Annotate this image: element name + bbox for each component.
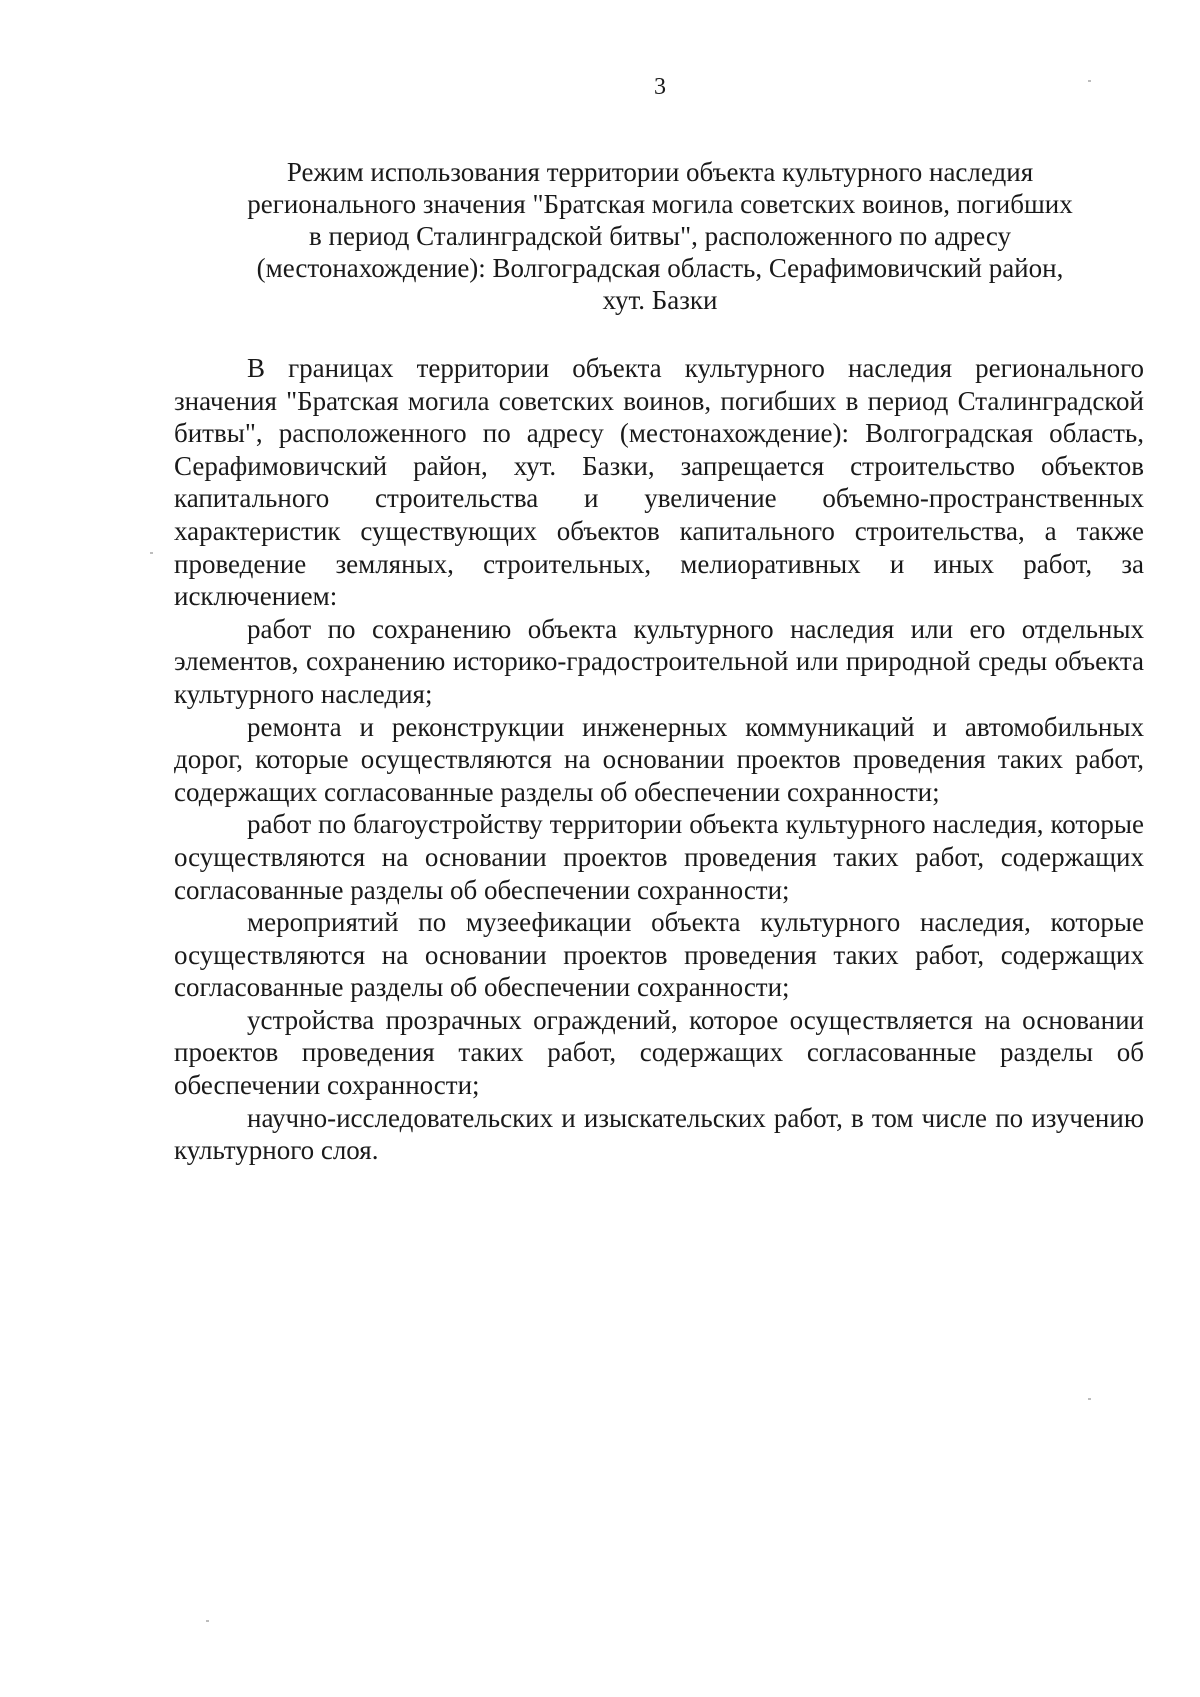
scan-speck <box>1088 80 1091 82</box>
page-number: 3 <box>654 74 666 100</box>
exception-item: мероприятий по музеефикации объекта культурного наследия, которые осуществляются на основании проектов проведения таких работ, содержащих согласованные разделы об обеспечении сохранности; <box>174 907 1144 1003</box>
document-body <box>174 352 1144 1167</box>
intro-paragraph: В границах территории объекта культурного наследия регионального значения "Братская могила советских воинов, погибших в период Сталинградской битвы", расположенного по адресу (местонахождение): Волгоградская область, Серафимовичский район, хут. Базки, запрещается строительство объектов капитального строительства и увеличение объемно-пространственных характеристик существующих объектов капитального строительства, а также проведение земляных, строительных, мелиоративных и иных работ, за исключением: <box>174 353 1144 612</box>
title-line: хут. Базки <box>602 285 718 315</box>
title-line: (местонахождение): Волгоградская область, Серафимовичский район, <box>256 253 1064 283</box>
scan-speck <box>1088 1398 1091 1400</box>
title-line: регионального значения "Братская могила советских воинов, погибших <box>247 189 1073 219</box>
title-line: в период Сталинградской битвы", расположенного по адресу <box>309 221 1011 251</box>
document-title <box>170 156 1150 316</box>
exception-item: работ по сохранению объекта культурного наследия или его отдельных элементов, сохранению историко-градостроительной или природной среды объекта культурного наследия; <box>174 613 1144 709</box>
exception-item: устройства прозрачных ограждений, которое осуществляется на основании проектов проведения таких работ, содержащих согласованные разделы об обеспечении сохранности; <box>174 1004 1144 1101</box>
scan-speck <box>206 1620 209 1622</box>
title-line: Режим использования территории объекта культурного наследия <box>286 157 1034 187</box>
exception-item: ремонта и реконструкции инженерных коммуникаций и автомобильных дорог, которые осуществляются на основании проектов проведения таких работ, содержащих согласованные разделы об обеспечении сохранности; <box>174 711 1144 807</box>
scan-speck <box>150 552 153 554</box>
exception-item: работ по благоустройству территории объекта культурного наследия, которые осуществляются на основании проектов проведения таких работ, содержащих согласованные разделы об обеспечении сохранности; <box>174 809 1144 905</box>
exception-item: научно-исследовательских и изыскательских работ, в том числе по изучению культурного слоя. <box>174 1102 1144 1166</box>
